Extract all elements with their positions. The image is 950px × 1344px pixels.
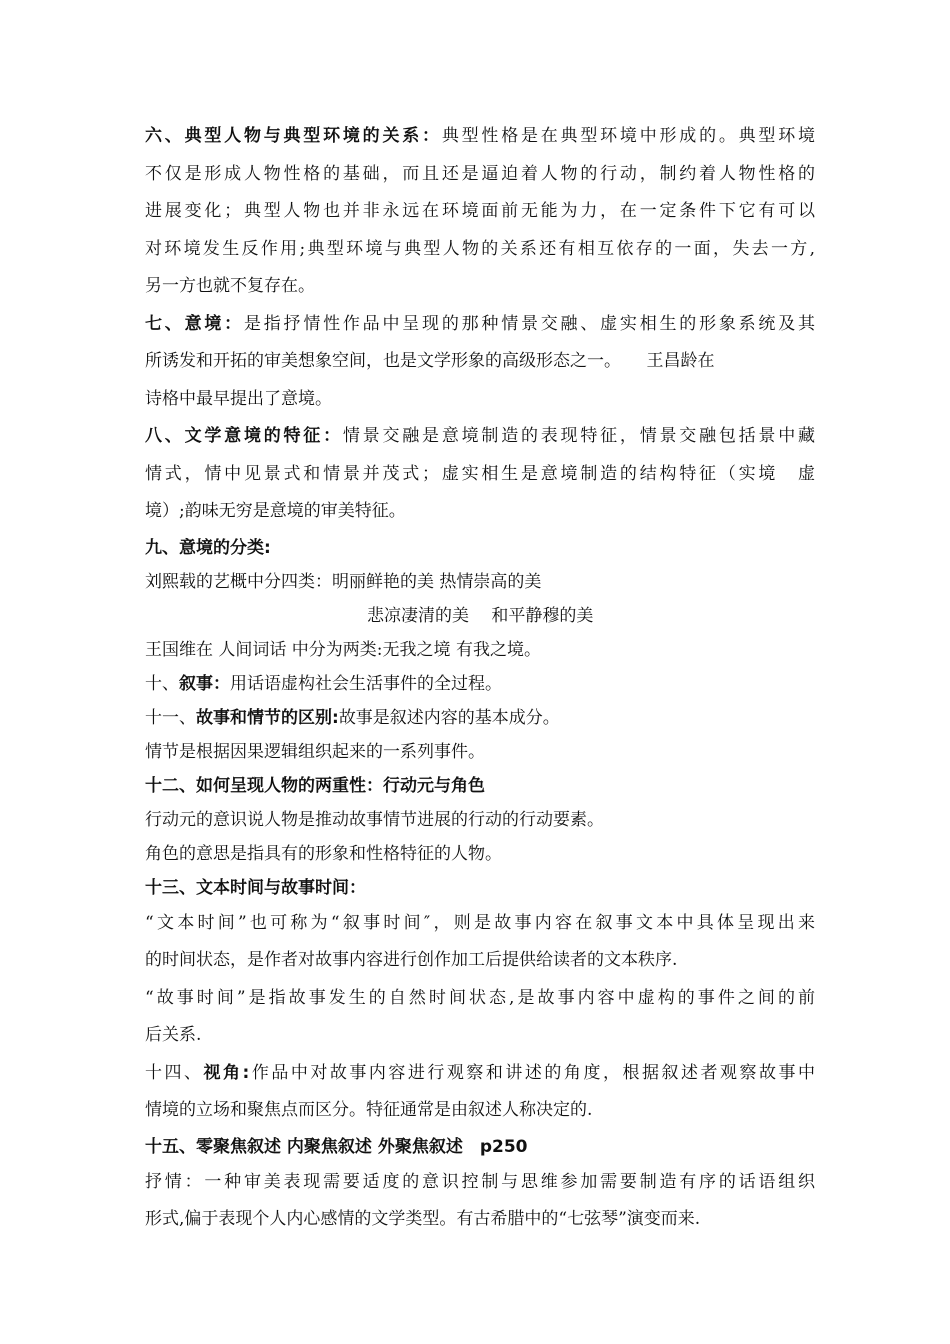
section-13-line-4: 后关系.	[145, 1025, 202, 1045]
section-8-heading: 八、文学意境的特征：	[145, 426, 343, 446]
section-7-line-1	[145, 306, 815, 344]
section-6-line-5: 另一方也就不复存在。	[145, 276, 315, 296]
section-6-heading: 六、典型人物与典型环境的关系：	[145, 126, 442, 146]
section-6-line-2: 不仅是形成人物性格的基础，而且还是逼迫着人物的行动，制约着人物性格的	[145, 163, 815, 184]
section-9-line-2: 悲凉凄清的美 和平静穆的美	[367, 605, 594, 626]
section-13-line-2: 的时间状态，是作者对故事内容进行创作加工后提供给读者的文本秩序.	[145, 950, 678, 970]
document-page	[145, 118, 815, 1239]
section-10-line	[145, 667, 815, 701]
section-13-line-3: “故事时间”是指故事发生的自然时间状态,是故事内容中虚构的事件之间的前	[145, 987, 815, 1008]
section-13-heading: 十三、文本时间与故事时间：	[145, 877, 366, 898]
section-14-text: 作品中对故事内容进行观察和讲述的角度，根据叙述者观察故事中	[249, 1062, 815, 1083]
section-8-line-3: 境）;韵味无穷是意境的审美特征。	[145, 501, 406, 521]
section-7-line-3: 诗格中最早提出了意境。	[145, 388, 332, 409]
section-14-line-2: 情境的立场和聚焦点而区分。特征通常是由叙述人称决定的.	[145, 1100, 593, 1120]
section-9-heading: 九、意境的分类:	[145, 537, 271, 558]
section-15-line-1: 抒情：一种审美表现需要适度的意识控制与思维参加需要制造有序的话语组织	[145, 1171, 815, 1192]
section-14-heading: 视角:	[203, 1062, 250, 1083]
section-6-text: 典型性格是在典型环境中形成的。典型环境	[441, 126, 815, 146]
section-10-heading: 叙事：	[179, 673, 230, 694]
section-10-text: 用话语虚构社会生活事件的全过程。	[230, 673, 502, 694]
section-7-text: 是指抒情性作品中呈现的那种情景交融、虚实相生的形象系统及其	[243, 313, 815, 334]
section-6-line-1	[145, 118, 815, 156]
section-10-prefix: 十、	[145, 673, 179, 694]
section-6-line-3: 进展变化；典型人物也并非永远在环境面前无能为力，在一定条件下它有可以	[145, 201, 815, 221]
section-7-line-2: 所诱发和开拓的审美想象空间，也是文学形象的高级形态之一。 王昌龄在	[145, 351, 715, 371]
section-11-heading: 故事和情节的区别:	[196, 707, 339, 728]
section-8-text: 情景交融是意境制造的表现特征，情景交融包括景中藏	[342, 426, 815, 446]
section-15-heading: 十五、零聚焦叙述 内聚焦叙述 外聚焦叙述 p250	[145, 1136, 528, 1157]
section-11-line	[145, 701, 815, 735]
section-14-line-1	[145, 1055, 815, 1093]
section-11-line-2: 情节是根据因果逻辑组织起来的一系列事件。	[145, 741, 485, 762]
section-7-heading: 七、意境：	[145, 313, 244, 334]
section-14-prefix: 十四、	[145, 1062, 204, 1083]
section-8-line-2: 情式，情中见景式和情景并茂式；虚实相生是意境制造的结构特征（实境 虚	[145, 463, 815, 484]
section-13-line-1: “文本时间”也可称为“叙事时间″，则是故事内容在叙事文本中具体呈现出来	[145, 912, 815, 933]
section-15-line-2: 形式,偏于表现个人内心感情的文学类型。有古希腊中的“七弦琴”演变而来.	[145, 1209, 701, 1229]
section-11-prefix: 十一、	[145, 707, 196, 728]
section-9-line-1: 刘熙载的艺概中分四类：明丽鲜艳的美 热情崇高的美	[145, 571, 542, 592]
section-12-line-2: 角色的意思是指具有的形象和性格特征的人物。	[145, 843, 502, 864]
section-8-line-1	[145, 418, 815, 456]
section-9-line-3: 王国维在 人间词话 中分为两类:无我之境 有我之境。	[145, 639, 541, 660]
section-6-line-4: 对环境发生反作用;典型环境与典型人物的关系还有相互依存的一面，失去一方,	[145, 238, 815, 259]
section-12-line-1: 行动元的意识说人物是推动故事情节进展的行动的行动要素。	[145, 809, 604, 830]
section-11-text: 故事是叙述内容的基本成分。	[338, 707, 560, 728]
section-12-heading: 十二、如何呈现人物的两重性：行动元与角色	[145, 775, 485, 796]
